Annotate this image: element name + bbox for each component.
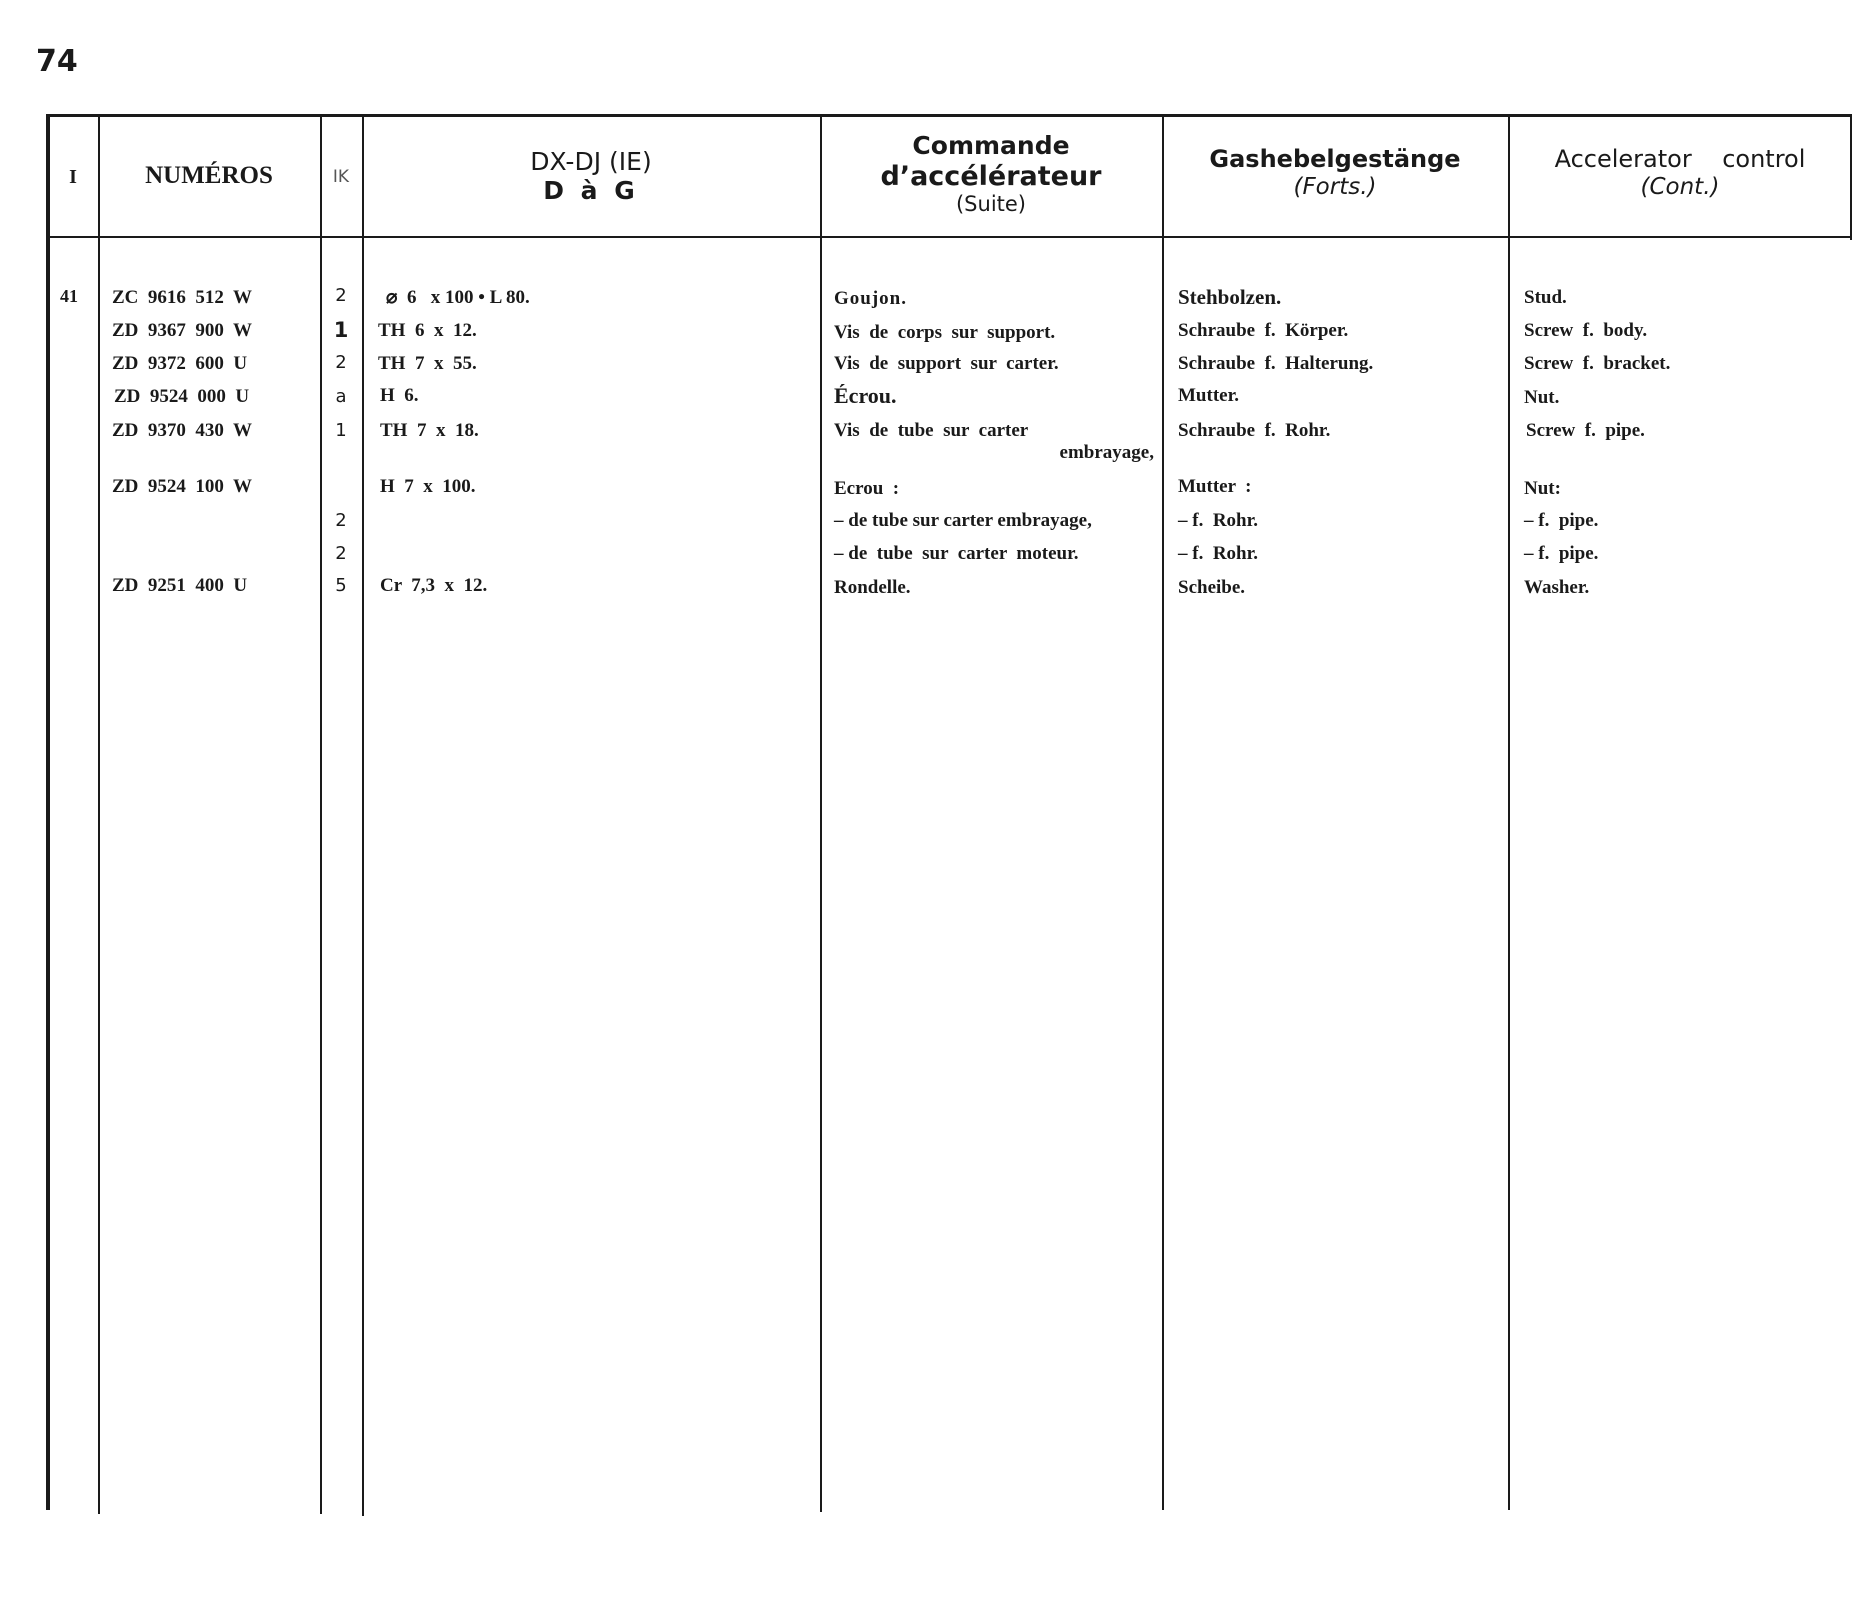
- part-number: ZD 9251 400 U: [112, 575, 248, 596]
- header-english-line1: Accelerator control: [1554, 145, 1806, 173]
- column-rule-4: [820, 116, 822, 1512]
- header-model-line2: D à G: [543, 175, 639, 205]
- header-french: [822, 132, 1160, 216]
- description-english: Screw f. body.: [1524, 320, 1648, 341]
- description-english: – f. pipe.: [1524, 543, 1599, 564]
- header-german-line2: (Forts.): [1293, 173, 1377, 200]
- description-german: Schraube f. Rohr.: [1178, 420, 1331, 441]
- quantity: 1: [333, 318, 349, 342]
- row-item-number: 41: [60, 286, 78, 306]
- column-rule-1: [98, 116, 100, 1514]
- description-french: Vis de corps sur support.: [834, 322, 1056, 343]
- column-rule-5: [1162, 116, 1164, 1510]
- header-french-line2: d’accélérateur: [880, 160, 1102, 192]
- header-model: [364, 148, 818, 206]
- header-qty: IK: [332, 167, 350, 187]
- description-french-continued: embrayage,: [1059, 442, 1154, 463]
- description-french: Goujon.: [834, 288, 907, 309]
- description-english: Screw f. pipe.: [1526, 420, 1645, 441]
- specification: ⌀ 6 x 100 • L 80.: [386, 287, 530, 308]
- quantity: 5: [335, 575, 347, 596]
- quantity: 2: [335, 352, 347, 373]
- description-german: Scheibe.: [1178, 577, 1246, 598]
- description-german: Schraube f. Körper.: [1178, 320, 1349, 341]
- specification: Cr 7,3 x 12.: [380, 575, 488, 596]
- column-rule-6: [1508, 116, 1510, 1510]
- specification: H 7 x 100.: [380, 476, 476, 497]
- description-german: – f. Rohr.: [1178, 543, 1259, 564]
- description-french: Rondelle.: [834, 577, 911, 598]
- quantity: 2: [335, 543, 347, 564]
- description-english: Nut:: [1524, 478, 1561, 499]
- quantity: 1: [335, 420, 347, 441]
- part-number: ZD 9370 430 W: [112, 420, 253, 441]
- description-english: Screw f. bracket.: [1524, 353, 1671, 374]
- specification: TH 7 x 55.: [378, 353, 477, 374]
- header-bottom-rule: [46, 236, 1852, 238]
- header-numbers: NUMÉROS: [145, 162, 273, 189]
- description-english: Stud.: [1524, 287, 1567, 308]
- header-german: [1164, 146, 1506, 200]
- part-number: ZC 9616 512 W: [112, 287, 253, 308]
- description-french: – de tube sur carter embrayage,: [834, 510, 1092, 531]
- header-top-rule-left: [46, 114, 806, 117]
- header-top-rule-right: [806, 114, 1852, 117]
- header-item: I: [69, 166, 77, 188]
- header-german-line1: Gashebelgestänge: [1209, 145, 1461, 173]
- description-german: – f. Rohr.: [1178, 510, 1259, 531]
- header-english-line2: (Cont.): [1640, 173, 1720, 200]
- description-german: Stehbolzen.: [1178, 285, 1282, 309]
- column-rule-2: [320, 116, 322, 1514]
- description-french: Vis de tube sur carter: [834, 420, 1029, 441]
- description-french: – de tube sur carter moteur.: [834, 543, 1079, 564]
- part-number: ZD 9367 900 W: [112, 320, 253, 341]
- column-rule-7: [1850, 116, 1852, 240]
- quantity: 2: [335, 285, 347, 306]
- quantity: a: [335, 386, 347, 407]
- description-english: – f. pipe.: [1524, 510, 1599, 531]
- part-number: ZD 9372 600 U: [112, 353, 248, 374]
- part-number: ZD 9524 000 U: [114, 386, 250, 407]
- column-rule-0: [46, 114, 50, 1510]
- part-number: ZD 9524 100 W: [112, 476, 253, 497]
- column-rule-3: [362, 116, 364, 1516]
- description-french: Vis de support sur carter.: [834, 353, 1059, 374]
- description-english: Washer.: [1524, 577, 1590, 598]
- header-french-line3: (Suite): [955, 191, 1026, 216]
- description-french: Ecrou :: [834, 478, 900, 499]
- specification: TH 6 x 12.: [378, 320, 477, 341]
- quantity: 2: [335, 510, 347, 531]
- description-german: Mutter.: [1178, 385, 1240, 406]
- header-model-line1: DX-DJ (IE): [530, 147, 652, 176]
- specification: TH 7 x 18.: [380, 420, 479, 441]
- description-french: Écrou.: [834, 383, 897, 408]
- description-german: Mutter :: [1178, 476, 1252, 497]
- page-number: 74: [36, 44, 78, 79]
- specification: H 6.: [380, 385, 419, 406]
- description-english: Nut.: [1524, 387, 1560, 408]
- description-german: Schraube f. Halterung.: [1178, 353, 1374, 374]
- header-french-line1: Commande: [912, 131, 1070, 160]
- header-english: [1510, 146, 1850, 200]
